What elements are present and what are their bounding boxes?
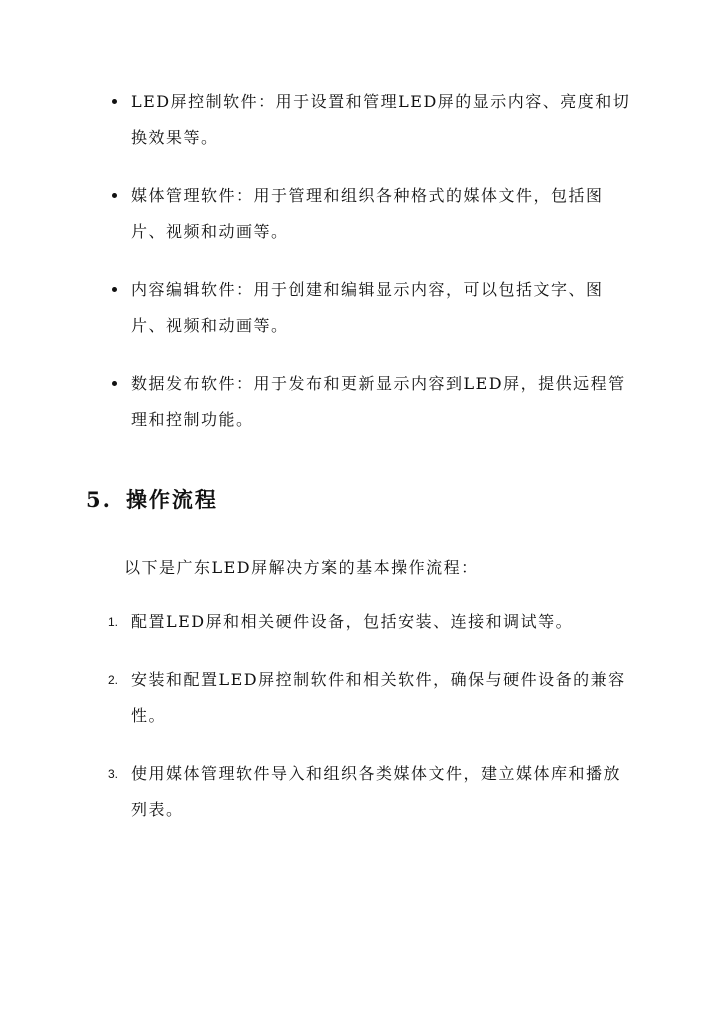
- software-bullet-list: [0, 84, 720, 460]
- step-text: 配置LED屏和相关硬件设备，包括安装、连接和调试等。: [131, 612, 574, 631]
- section-heading: [86, 482, 218, 518]
- section-title: 操作流程: [125, 487, 218, 512]
- bullet-item-data-publishing-software: [0, 366, 631, 438]
- step-number: 3.: [108, 767, 119, 781]
- bullet-item-content-editing-software: [0, 272, 631, 344]
- bullet-text: LED屏控制软件：用于设置和管理LED屏的显示内容、亮度和切换效果等。: [131, 92, 631, 147]
- bullet-item-media-management-software: [0, 178, 631, 250]
- step-number: 1.: [108, 615, 119, 629]
- bullet-dot-icon: [112, 381, 117, 386]
- step-number: 2.: [108, 673, 119, 687]
- section-number: 5.: [86, 487, 112, 512]
- step-item: [0, 662, 631, 734]
- bullet-dot-icon: [112, 99, 117, 104]
- bullet-text: 数据发布软件：用于发布和更新显示内容到LED屏，提供远程管理和控制功能。: [131, 374, 626, 429]
- bullet-text: 内容编辑软件：用于创建和编辑显示内容，可以包括文字、图片、视频和动画等。: [131, 280, 604, 335]
- step-item: [0, 756, 631, 828]
- section-intro: 以下是广东LED屏解决方案的基本操作流程：: [124, 558, 479, 577]
- step-item: [0, 604, 631, 640]
- bullet-dot-icon: [112, 287, 117, 292]
- bullet-text: 媒体管理软件：用于管理和组织各种格式的媒体文件，包括图片、视频和动画等。: [131, 186, 604, 241]
- operation-steps-list: [0, 604, 720, 850]
- bullet-item-led-control-software: [0, 84, 631, 156]
- step-text: 安装和配置LED屏控制软件和相关软件，确保与硬件设备的兼容性。: [131, 670, 626, 725]
- step-text: 使用媒体管理软件导入和组织各类媒体文件，建立媒体库和播放列表。: [131, 764, 622, 819]
- bullet-dot-icon: [112, 193, 117, 198]
